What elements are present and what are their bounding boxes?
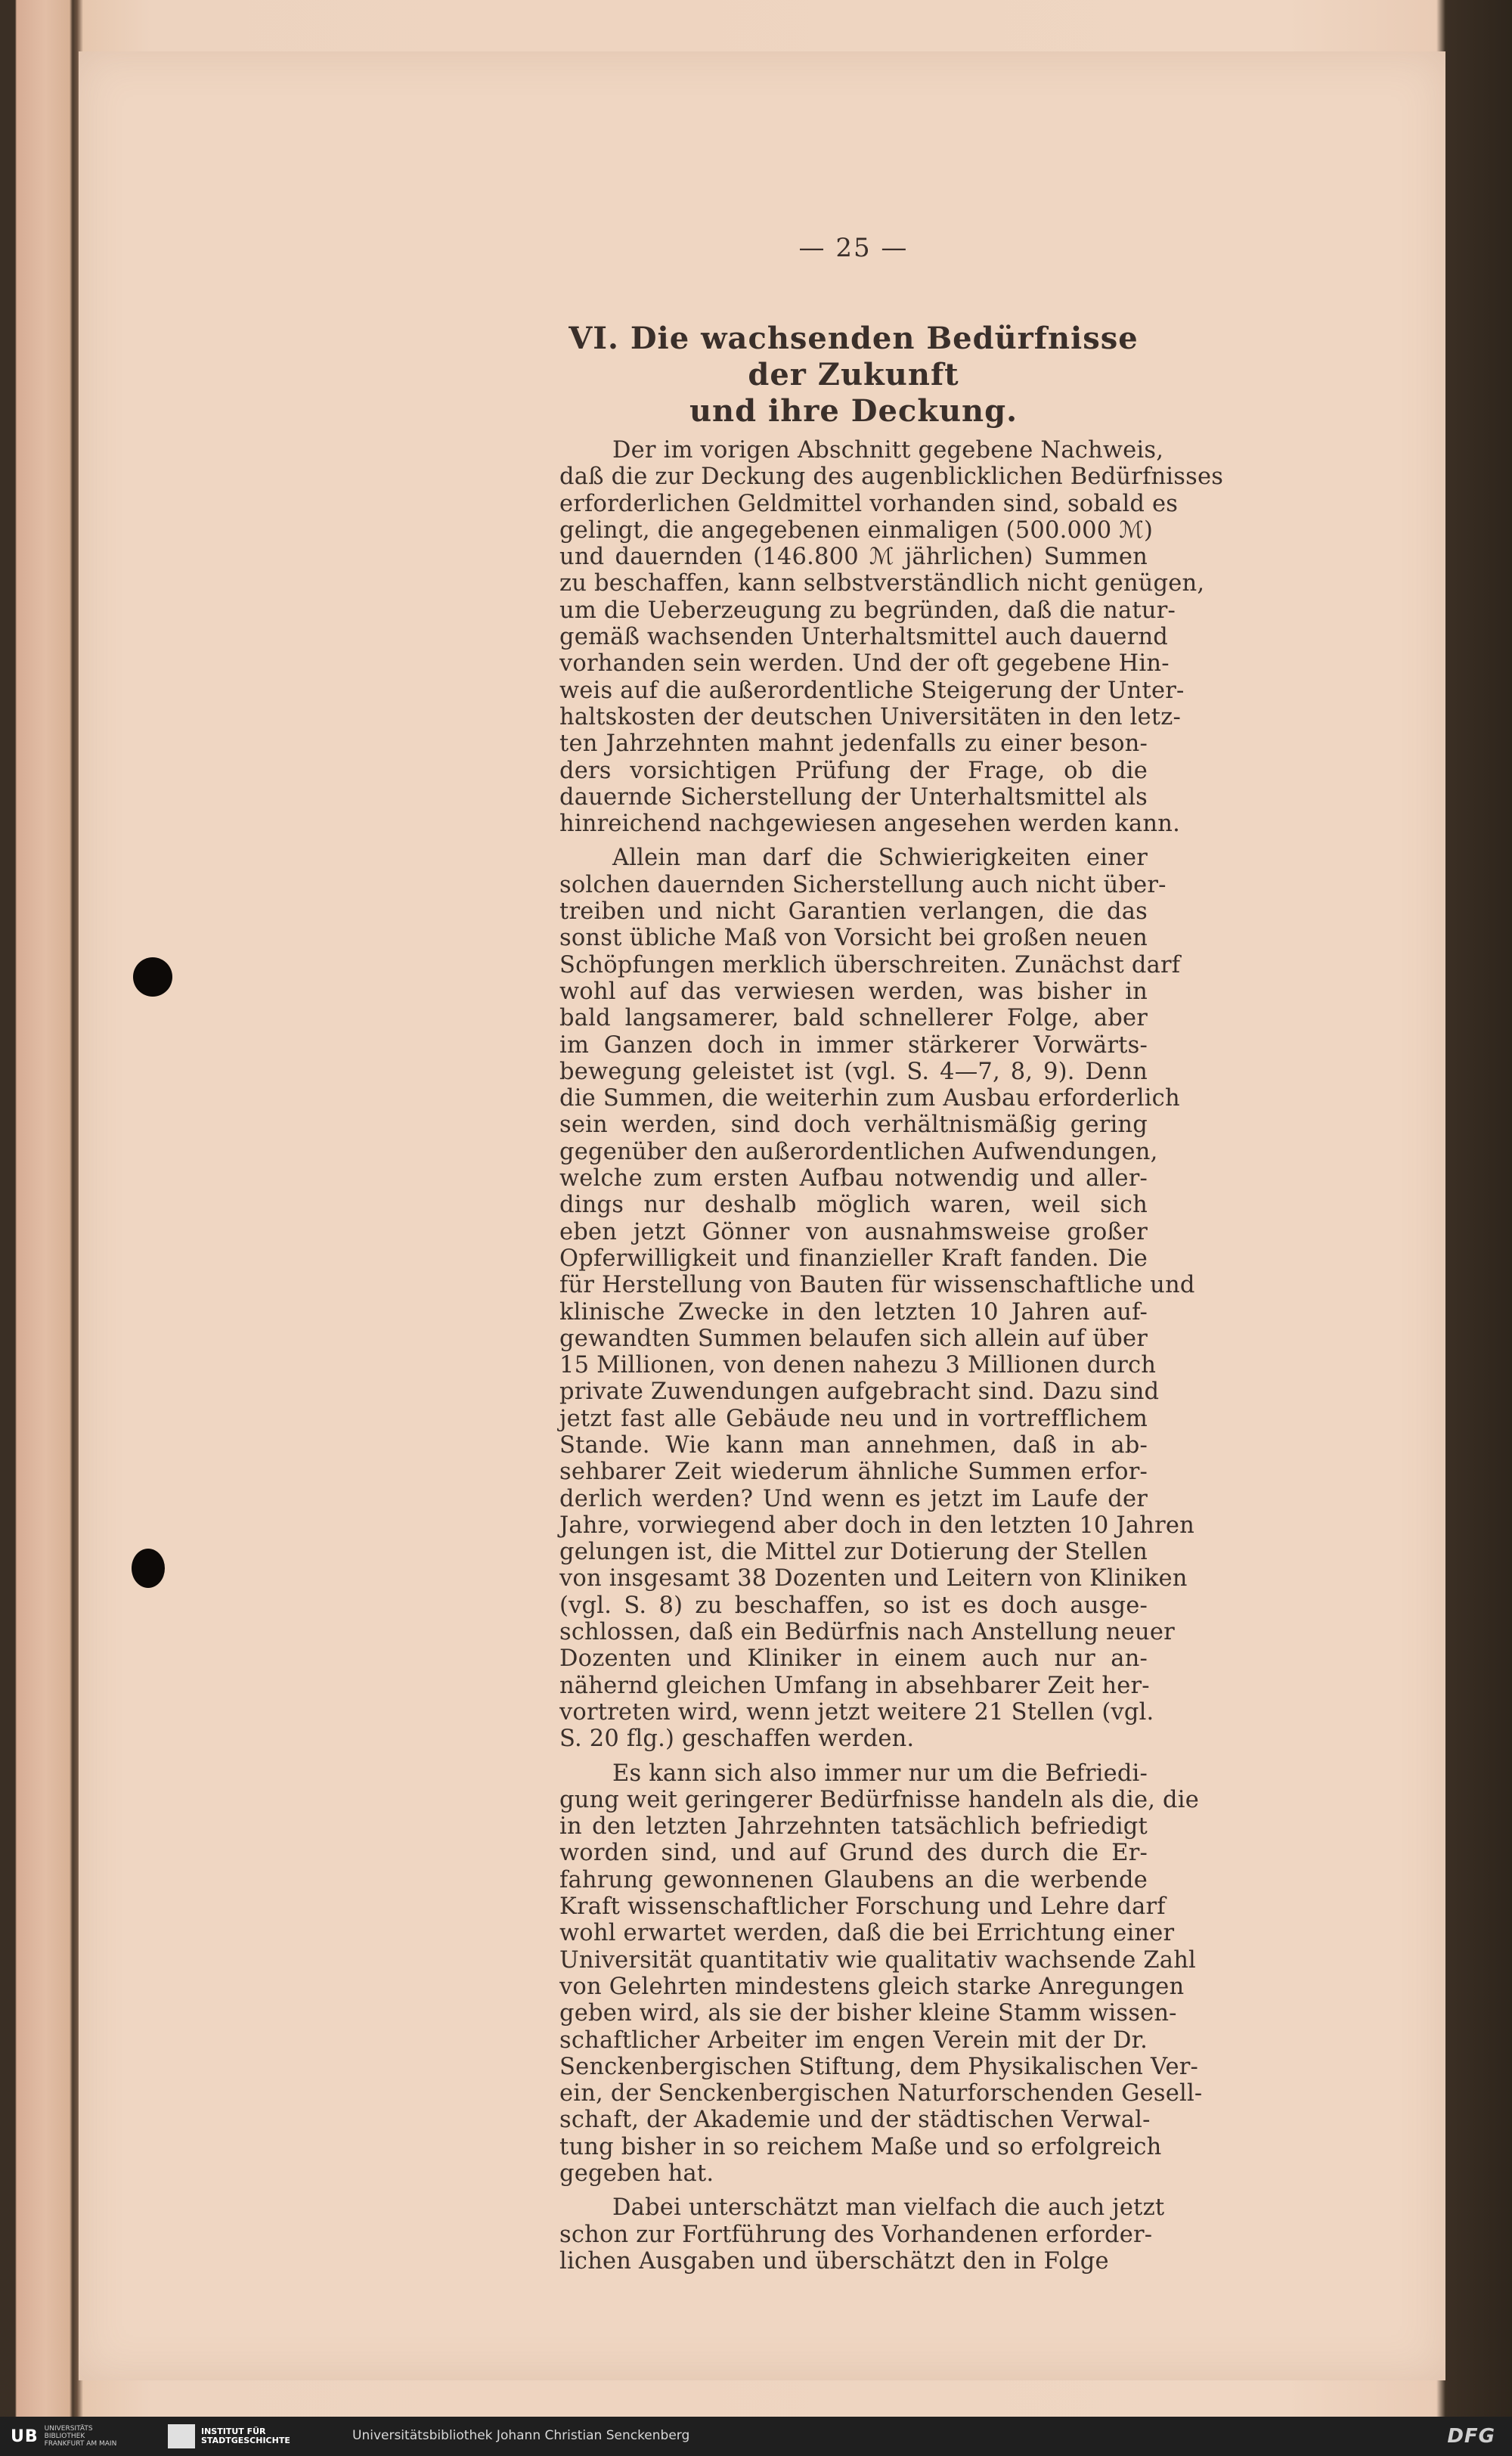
ub-logo[interactable] bbox=[11, 2424, 116, 2448]
viewer-footer bbox=[0, 2417, 1512, 2456]
text-line: bewegung geleistet ist (vgl. S. 4—7, 8, 9). Denn bbox=[559, 1058, 1148, 1085]
text-line: ders vorsichtigen Prüfung der Frage, ob die bbox=[559, 757, 1148, 784]
text-line: im Ganzen doch in immer stärkerer Vorwärts- bbox=[559, 1031, 1148, 1059]
text-line: in den letzten Jahrzehnten tatsächlich befriedigt bbox=[559, 1813, 1148, 1840]
text-line: hinreichend nachgewiesen angesehen werden kann. bbox=[559, 811, 1180, 838]
text-line: um die Ueberzeugung zu begründen, daß die natur- bbox=[559, 597, 1176, 624]
paragraph bbox=[559, 845, 1195, 1753]
paragraph-gap bbox=[559, 2187, 1148, 2194]
text-line: gewandten Summen belaufen sich allein auf über bbox=[559, 1325, 1148, 1352]
dfg-logo[interactable]: DFG bbox=[1447, 2425, 1495, 2448]
text-line: solchen dauernden Sicherstellung auch nicht über- bbox=[559, 871, 1167, 898]
text-line: Opferwilligkeit und finanzieller Kraft fanden. Die bbox=[559, 1245, 1148, 1272]
paragraph-gap bbox=[559, 1753, 1148, 1760]
text-line: Jahre, vorwiegend aber doch in den letzten 10 Jahren bbox=[559, 1512, 1194, 1539]
paragraph bbox=[559, 1760, 1203, 2188]
body-text bbox=[559, 437, 1224, 2275]
text-line: gelingt, die angegebenen einmaligen (500.000 ℳ) bbox=[559, 516, 1154, 544]
text-line: vortreten wird, wenn jetzt weitere 21 Stellen (vgl. bbox=[559, 1698, 1154, 1726]
text-line: Universität quantitativ wie qualitativ wachsende Zahl bbox=[559, 1946, 1196, 1974]
text-line: wohl auf das verwiesen werden, was bisher in bbox=[559, 978, 1148, 1005]
text-line: (vgl. S. 8) zu beschaffen, so ist es doch ausge- bbox=[559, 1592, 1148, 1619]
text-line: Kraft wissenschaftlicher Forschung und Lehre darf bbox=[559, 1893, 1166, 1921]
text-line: sehbarer Zeit wiederum ähnliche Summen erfor- bbox=[559, 1459, 1148, 1486]
chapter-title-line: und ihre Deckung. bbox=[689, 393, 1018, 429]
text-line: treiben und nicht Garantien verlangen, die das bbox=[559, 898, 1148, 926]
text-line: schaft, der Akademie und der städtischen Verwal- bbox=[559, 2107, 1151, 2134]
text-line: schaftlicher Arbeiter im engen Verein mit der Dr. bbox=[559, 2027, 1148, 2054]
institute-logo-text: INSTITUT FÜR STADTGESCHICHTE bbox=[201, 2427, 290, 2445]
text-line: für Herstellung von Bauten für wissenschaftliche und bbox=[559, 1272, 1195, 1299]
text-line: dings nur deshalb möglich waren, weil sich bbox=[559, 1192, 1148, 1219]
text-line: Es kann sich also immer nur um die Befriedi- bbox=[612, 1760, 1148, 1787]
document-page bbox=[79, 51, 1445, 2380]
institute-logo-icon bbox=[168, 2424, 195, 2448]
text-line: jetzt fast alle Gebäude neu und in vortrefflichem bbox=[559, 1405, 1148, 1432]
text-line: Allein man darf die Schwierigkeiten einer bbox=[612, 845, 1148, 872]
text-line: schon zur Fortführung des Vorhandenen erforder- bbox=[559, 2221, 1153, 2248]
library-name: Universitätsbibliothek Johann Christian Senckenberg bbox=[352, 2428, 690, 2443]
page-text bbox=[559, 230, 1224, 2275]
text-line: von insgesamt 38 Dozenten und Leitern von Kliniken bbox=[559, 1565, 1188, 1592]
text-line: zu beschaffen, kann selbstverständlich nicht genügen, bbox=[559, 570, 1205, 597]
text-line: Schöpfungen merklich überschreiten. Zunächst darf bbox=[559, 951, 1181, 978]
text-line: Dabei unterschätzt man vielfach die auch jetzt bbox=[612, 2194, 1165, 2222]
text-line: bald langsamerer, bald schnellerer Folge, aber bbox=[559, 1005, 1148, 1032]
text-line: private Zuwendungen aufgebracht sind. Dazu sind bbox=[559, 1378, 1160, 1406]
text-line: ein, der Senckenbergischen Naturforschenden Gesell- bbox=[559, 2080, 1203, 2107]
text-line: dauernde Sicherstellung der Unterhaltsmittel als bbox=[559, 783, 1148, 811]
text-line: gemäß wachsenden Unterhaltsmittel auch dauernd bbox=[559, 624, 1169, 651]
text-line: vorhanden sein werden. Und der oft gegebene Hin- bbox=[559, 650, 1170, 678]
institute-logo[interactable] bbox=[168, 2424, 290, 2448]
text-line: gegenüber den außerordentlichen Aufwendungen, bbox=[559, 1138, 1158, 1165]
paragraph-gap bbox=[559, 837, 1148, 845]
text-line: eben jetzt Gönner von ausnahmsweise großer bbox=[559, 1218, 1148, 1245]
text-line: sein werden, sind doch verhältnismäßig gering bbox=[559, 1112, 1148, 1139]
page-number: — 25 — bbox=[798, 233, 909, 263]
text-line: wohl erwartet werden, daß die bei Errichtung einer bbox=[559, 1920, 1175, 1947]
paragraph bbox=[559, 2194, 1165, 2275]
text-line: derlich werden? Und wenn es jetzt im Laufe der bbox=[559, 1485, 1148, 1512]
text-line: sonst übliche Maß von Vorsicht bei großen neuen bbox=[559, 925, 1148, 952]
text-line: haltskosten der deutschen Universitäten in den letz- bbox=[559, 703, 1182, 730]
chapter-title-line: VI. Die wachsenden Bedürfnisse der Zukunft bbox=[569, 321, 1139, 392]
text-line: daß die zur Deckung des augenblicklichen Bedürfnisses bbox=[559, 464, 1224, 491]
text-line: fahrung gewonnenen Glaubens an die werbende bbox=[559, 1866, 1148, 1893]
text-line: Dozenten und Kliniker in einem auch nur an- bbox=[559, 1645, 1148, 1673]
text-line: ten Jahrzehnten mahnt jedenfalls zu einer beson- bbox=[559, 730, 1148, 758]
text-line: Der im vorigen Abschnitt gegebene Nachweis, bbox=[612, 437, 1164, 464]
punch-hole bbox=[132, 1549, 165, 1588]
text-line: die Summen, die weiterhin zum Ausbau erforderlich bbox=[559, 1085, 1180, 1112]
text-line: schlossen, daß ein Bedürfnis nach Anstellung neuer bbox=[559, 1619, 1175, 1646]
text-line: lichen Ausgaben und überschätzt den in Folge bbox=[559, 2247, 1109, 2275]
ub-logo-mark: UB bbox=[11, 2427, 39, 2446]
text-line: 15 Millionen, von denen nahezu 3 Millionen durch bbox=[559, 1352, 1157, 1379]
text-line: und dauernden (146.800 ℳ jährlichen) Summen bbox=[559, 544, 1148, 571]
text-line: welche zum ersten Aufbau notwendig und aller- bbox=[559, 1165, 1148, 1192]
punch-hole bbox=[133, 957, 172, 997]
text-line: geben wird, als sie der bisher kleine Stamm wissen- bbox=[559, 2000, 1177, 2027]
text-line: nähernd gleichen Umfang in absehbarer Zeit her- bbox=[559, 1672, 1150, 1699]
ub-logo-text: UNIVERSITÄTS BIBLIOTHEK FRANKFURT AM MAIN bbox=[44, 2425, 117, 2448]
text-line: gegeben hat. bbox=[559, 2160, 714, 2187]
text-line: tung bisher in so reichem Maße und so erfolgreich bbox=[559, 2133, 1162, 2160]
text-line: Stande. Wie kann man annehmen, daß in ab- bbox=[559, 1431, 1148, 1459]
paragraph bbox=[559, 437, 1224, 838]
text-line: gung weit geringerer Bedürfnisse handeln als die, die bbox=[559, 1786, 1199, 1813]
text-line: erforderlichen Geldmittel vorhanden sind, sobald es bbox=[559, 490, 1179, 517]
chapter-title bbox=[559, 321, 1148, 429]
text-line: weis auf die außerordentliche Steigerung der Unter- bbox=[559, 677, 1185, 704]
text-line: klinische Zwecke in den letzten 10 Jahren auf- bbox=[559, 1298, 1148, 1326]
text-line: worden sind, und auf Grund des durch die Er- bbox=[559, 1840, 1148, 1867]
text-line: S. 20 flg.) geschaffen werden. bbox=[559, 1726, 915, 1753]
text-line: gelungen ist, die Mittel zur Dotierung der Stellen bbox=[559, 1539, 1148, 1566]
text-line: von Gelehrten mindestens gleich starke Anregungen bbox=[559, 1973, 1185, 2000]
text-line: Senckenbergischen Stiftung, dem Physikalischen Ver- bbox=[559, 2053, 1198, 2080]
